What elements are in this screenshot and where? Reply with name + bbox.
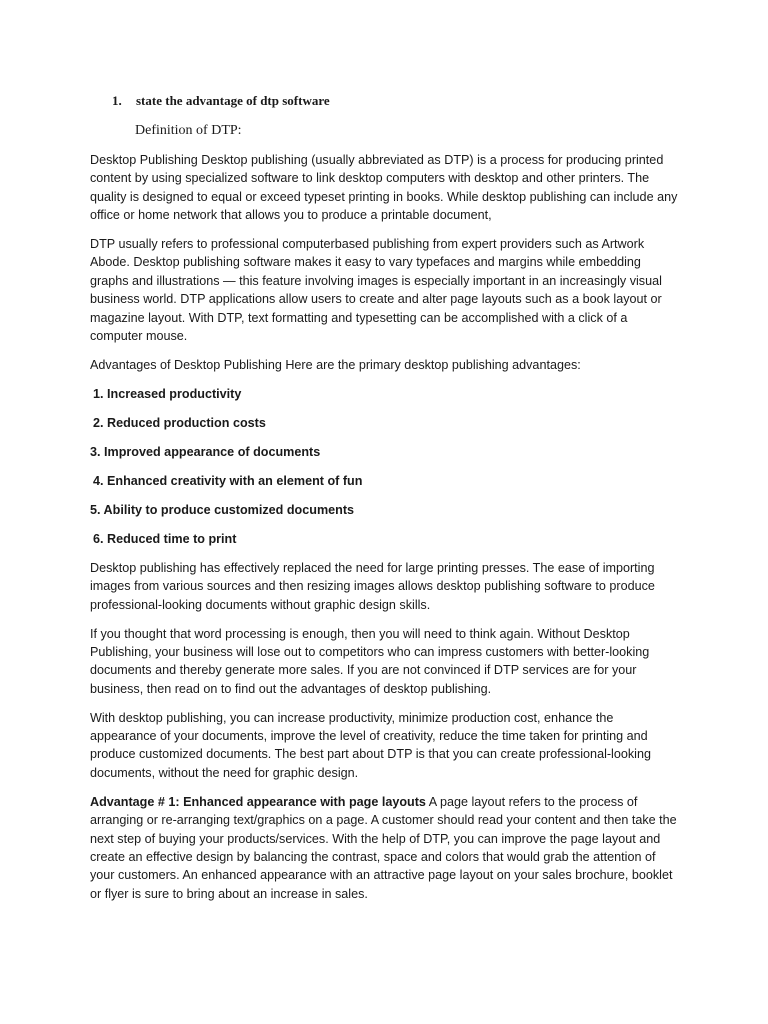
document-page [90,92,678,914]
question-heading [112,92,678,110]
paragraph-body-3: With desktop publishing, you can increase productivity, minimize production cost, enhance the appearance of your documents, improve the level of creativity, reduce the time taken for printing and produce customized documents. The best part about DTP is that you can create professional-looking documents, without the need for graphic design. [90,710,651,780]
advantage-detail-text: A page layout refers to the process of arranging or re-arranging text/graphics on a page. A customer should read your content and then take the next step of buying your products/services. With the help of DTP, you can improve the page layout and create an effective design by balancing the contrast, space and colors that would grab the attention of your customers. An enhanced appearance with an attractive page layout on your sales brochure, booklet or flyer is sure to bring about an increase in sales. [90,794,677,901]
paragraph-body-2: If you thought that word processing is enough, then you will need to think again. Without Desktop Publishing, your business will lose out to competitors who can impress customers with better-looking documents and thereby generate more sales. If you are not convinced if DTP services are for your business, then read on to find out the advantages of desktop publishing. [90,626,650,696]
advantage-item-6: 6. Reduced time to print [93,531,237,546]
paragraph-intro-1: Desktop Publishing Desktop publishing (usually abbreviated as DTP) is a process for producing printed content by using specialized software to link desktop computers with desktop and other printers. The quality is designed to equal or exceed typeset printing in books. While desktop publishing can include any office or home network that allows you to produce a printable document, [90,152,678,223]
advantage-item-3: 3. Improved appearance of documents [90,444,321,459]
advantage-item-2: 2. Reduced production costs [93,415,266,430]
advantage-item-4: 4. Enhanced creativity with an element of fun [93,473,363,488]
question-number: 1. [112,93,122,108]
paragraph-intro-3: Advantages of Desktop Publishing Here are the primary desktop publishing advantages: [90,357,581,372]
advantage-detail-title: Advantage # 1: Enhanced appearance with page layouts [90,794,426,809]
advantage-item-1: 1. Increased productivity [93,386,242,401]
advantage-detail-paragraph [90,793,678,903]
definition-heading: Definition of DTP: [135,123,242,139]
question-text: state the advantage of dtp software [136,93,330,108]
paragraph-body-1: Desktop publishing has effectively replaced the need for large printing presses. The ease of importing images from various sources and then resizing images allows desktop publishing software to produce professional-looking documents without graphic design skills. [90,560,655,612]
paragraph-intro-2: DTP usually refers to professional computerbased publishing from expert providers such as Artwork Abode. Desktop publishing software makes it easy to vary typefaces and margins while embedding graphs and illustrations — this feature involving images is especially important in an increasingly visual business world. DTP applications allow users to create and alter page layouts such as a book layout or magazine layout. With DTP, text formatting and typesetting can be accomplished with a click of a computer mouse. [90,236,662,343]
advantage-item-5: 5. Ability to produce customized documents [90,502,355,517]
